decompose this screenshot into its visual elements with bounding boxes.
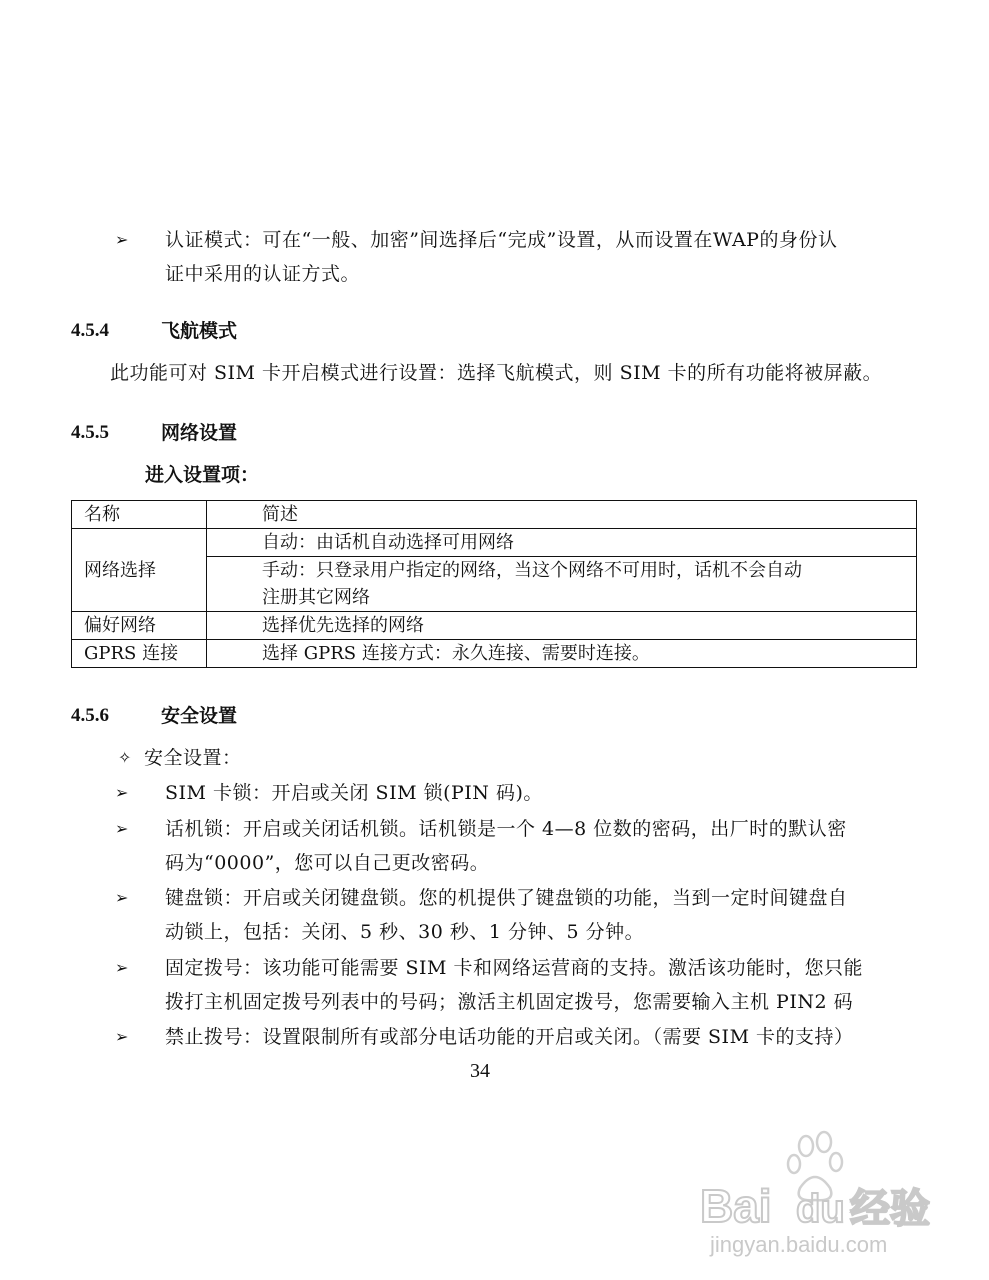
diamond-bullet-icon: ✧ [118, 748, 132, 767]
svg-text:du: du [796, 1187, 845, 1231]
section-number: 4.5.5 [71, 422, 109, 443]
table-row [72, 529, 917, 557]
phone-lock-line1: 话机锁：开启或关闭话机锁。话机锁是一个 4—8 位数的密码，出厂时的默认密 [165, 818, 847, 840]
svg-text:Bai: Bai [700, 1180, 772, 1232]
section-title: 网络设置 [161, 422, 238, 444]
fixed-dial-line1: 固定拨号：该功能可能需要 SIM 卡和网络运营商的支持。激活该功能时，您只能 [165, 957, 864, 979]
arrow-bullet-icon: ➢ [115, 958, 129, 977]
arrow-bullet-icon: ➢ [115, 819, 129, 838]
manual-line2: 注册其它网络 [262, 587, 370, 608]
baidu-jingyan-watermark [700, 1130, 940, 1260]
section-title: 飞航模式 [161, 320, 238, 342]
keypad-lock-line2: 动锁上，包括：关闭、5 秒、30 秒、1 分钟、5 分钟。 [165, 921, 645, 943]
fixed-dial-line2: 拨打主机固定拨号列表中的号码；激活主机固定拨号，您需要输入主机 PIN2 码 [165, 991, 854, 1013]
header-desc: 简述 [207, 501, 917, 529]
table-intro: 进入设置项： [145, 464, 260, 486]
manual-desc [207, 557, 917, 612]
manual-line1: 手动：只登录用户指定的网络，当这个网络不可用时，话机不会自动 [262, 560, 802, 581]
preferred-network-desc: 选择优先选择的网络 [207, 612, 917, 640]
preferred-network-name: 偏好网络 [72, 612, 207, 640]
network-select-name: 网络选择 [72, 529, 207, 612]
auth-mode-line2: 证中采用的认证方式。 [165, 263, 361, 285]
svg-text:经验: 经验 [850, 1186, 930, 1232]
auth-mode-item [115, 223, 935, 291]
auto-desc: 自动：由话机自动选择可用网络 [207, 529, 917, 557]
section-heading-454 [71, 319, 471, 343]
list-item [115, 1020, 935, 1054]
table-row [72, 640, 917, 668]
phone-lock-line2: 码为“0000”，您可以自己更改密码。 [165, 852, 490, 874]
section-heading-456 [71, 704, 471, 728]
section-number: 4.5.6 [71, 705, 109, 726]
security-subheading [118, 741, 518, 775]
watermark-url: jingyan.baidu.com [710, 1232, 888, 1257]
network-settings-table [71, 500, 917, 668]
page-number: 34 [470, 1060, 490, 1082]
airplane-mode-desc: 此功能可对 SIM 卡开启模式进行设置：选择飞航模式，则 SIM 卡的所有功能将被屏蔽。 [110, 362, 883, 384]
list-item [115, 812, 935, 880]
gprs-name: GPRS 连接 [72, 640, 207, 668]
keypad-lock-line1: 键盘锁：开启或关闭键盘锁。您的机提供了键盘锁的功能，当到一定时间键盘自 [165, 887, 848, 909]
security-subheading-text: 安全设置： [144, 747, 242, 769]
arrow-bullet-icon: ➢ [115, 888, 129, 907]
section-heading-455 [71, 421, 471, 445]
list-item [115, 776, 935, 810]
section-title: 安全设置 [161, 705, 238, 727]
table-header-row [72, 501, 917, 529]
arrow-bullet-icon: ➢ [115, 783, 129, 802]
list-item [115, 881, 935, 949]
section-number: 4.5.4 [71, 320, 109, 341]
arrow-bullet-icon: ➢ [115, 1027, 129, 1046]
table-row [72, 612, 917, 640]
gprs-desc: 选择 GPRS 连接方式：永久连接、需要时连接。 [207, 640, 917, 668]
arrow-bullet-icon: ➢ [115, 230, 129, 249]
auth-mode-line1: 认证模式：可在“一般、加密”间选择后“完成”设置，从而设置在WAP的身份认 [165, 229, 838, 251]
barring-text: 禁止拨号：设置限制所有或部分电话功能的开启或关闭。（需要 SIM 卡的支持） [165, 1026, 854, 1048]
sim-lock-text: SIM 卡锁：开启或关闭 SIM 锁(PIN 码)。 [165, 782, 543, 804]
list-item [115, 951, 935, 1019]
header-name: 名称 [72, 501, 207, 529]
